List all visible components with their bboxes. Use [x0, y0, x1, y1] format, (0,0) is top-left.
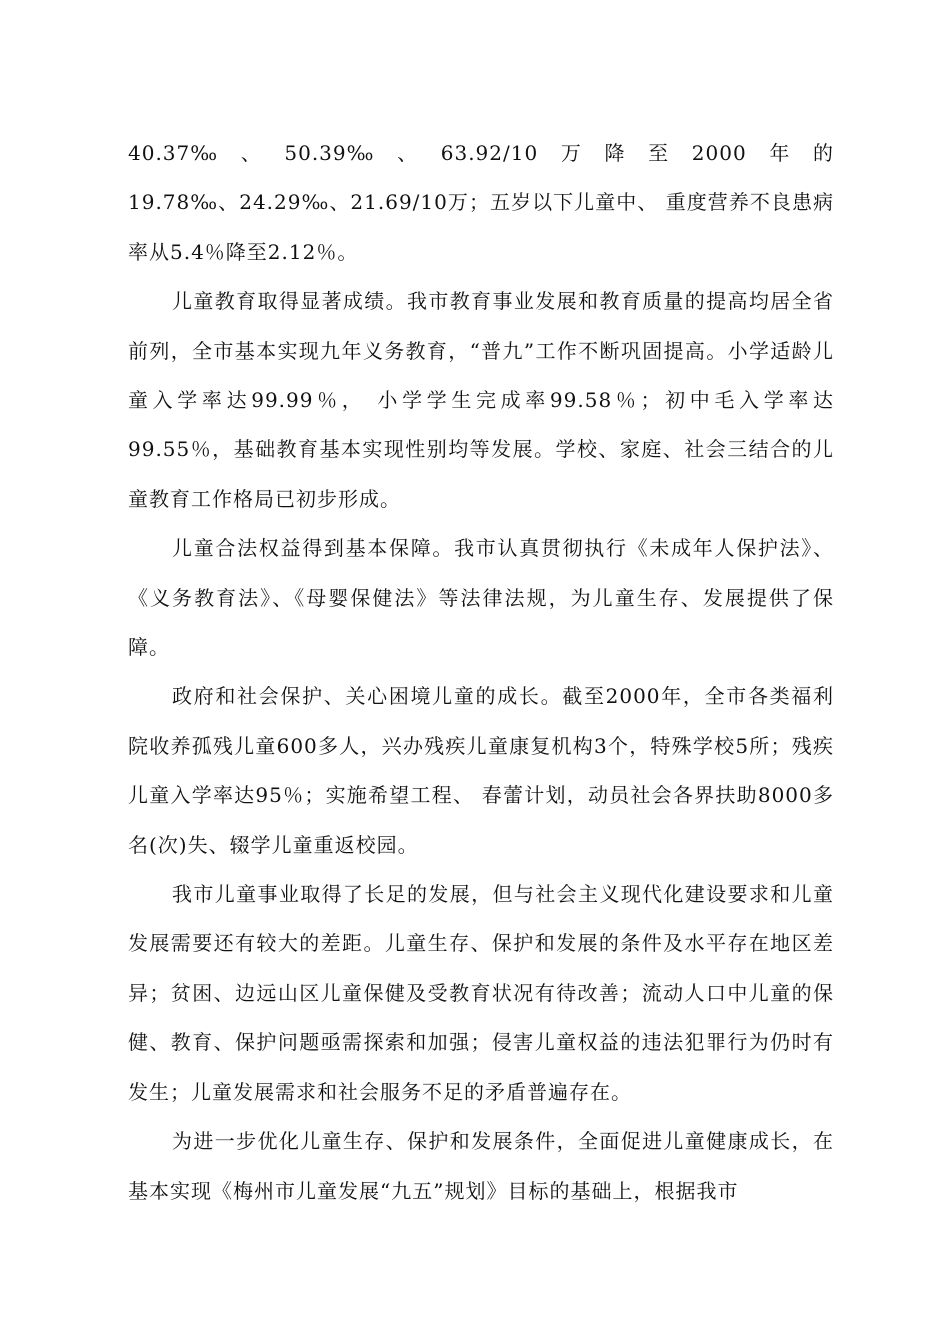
paragraph-1-continuation: 19.78‰、24.29‰、21.69/10万；五岁以下儿童中、 重度营养不良患病率从5.4％降至2.12％。 [128, 190, 834, 264]
text-token: 40.37‰ [128, 141, 219, 165]
text-token: 降 [604, 141, 626, 165]
text-token: 2000 [691, 141, 747, 165]
document-body [128, 129, 834, 1216]
text-token: 、 [240, 141, 262, 165]
text-token: 至 [648, 141, 670, 165]
paragraph-children-education: 儿童教育取得显著成绩。我市教育事业发展和教育质量的提高均居全省前列，全市基本实现九年义务教育，“普九”工作不断巩固提高。小学适龄儿童入学率达99.99％， 小学学生完成率99.58％；初中毛入学率达99.55％，基础教育基本实现性别均等发展。学校、家庭、社会三结合的儿童教育工作格局已初步形成。 [128, 289, 834, 511]
paragraph-children-in-difficulty: 政府和社会保护、关心困境儿童的成长。截至2000年，全市各类福利院收养孤残儿童600多人，兴办残疾儿童康复机构3个，特殊学校5所；残疾儿童入学率达95％；实施希望工程、 春蕾计划，动员社会各界扶助8000多名(次)失、辍学儿童重返校园。 [128, 684, 834, 857]
text-token: 万 [560, 141, 582, 165]
text-token: 、 [397, 141, 419, 165]
text-token: 63.92/10 [440, 141, 539, 165]
paragraph-planning-basis: 为进一步优化儿童生存、保护和发展条件，全面促进儿童健康成长，在基本实现《梅州市儿童发展“九五”规划》目标的基础上，根据我市 [128, 1129, 834, 1203]
paragraph-children-rights: 儿童合法权益得到基本保障。我市认真贯彻执行《未成年人保护法》、《义务教育法》、《母婴保健法》等法律法规，为儿童生存、发展提供了保障。 [128, 536, 834, 660]
text-token: 年 [769, 141, 791, 165]
text-token: 50.39‰ [284, 141, 375, 165]
text-token: 的 [812, 141, 834, 165]
paragraph-1-first-line [128, 129, 834, 178]
paragraph-development-gaps: 我市儿童事业取得了长足的发展，但与社会主义现代化建设要求和儿童发展需要还有较大的差距。儿童生存、保护和发展的条件及水平存在地区差异；贫困、边远山区儿童保健及受教育状况有待改善；流动人口中儿童的保健、教育、保护问题亟需探索和加强；侵害儿童权益的违法犯罪行为仍时有发生；儿童发展需求和社会服务不足的矛盾普遍存在。 [128, 882, 834, 1104]
